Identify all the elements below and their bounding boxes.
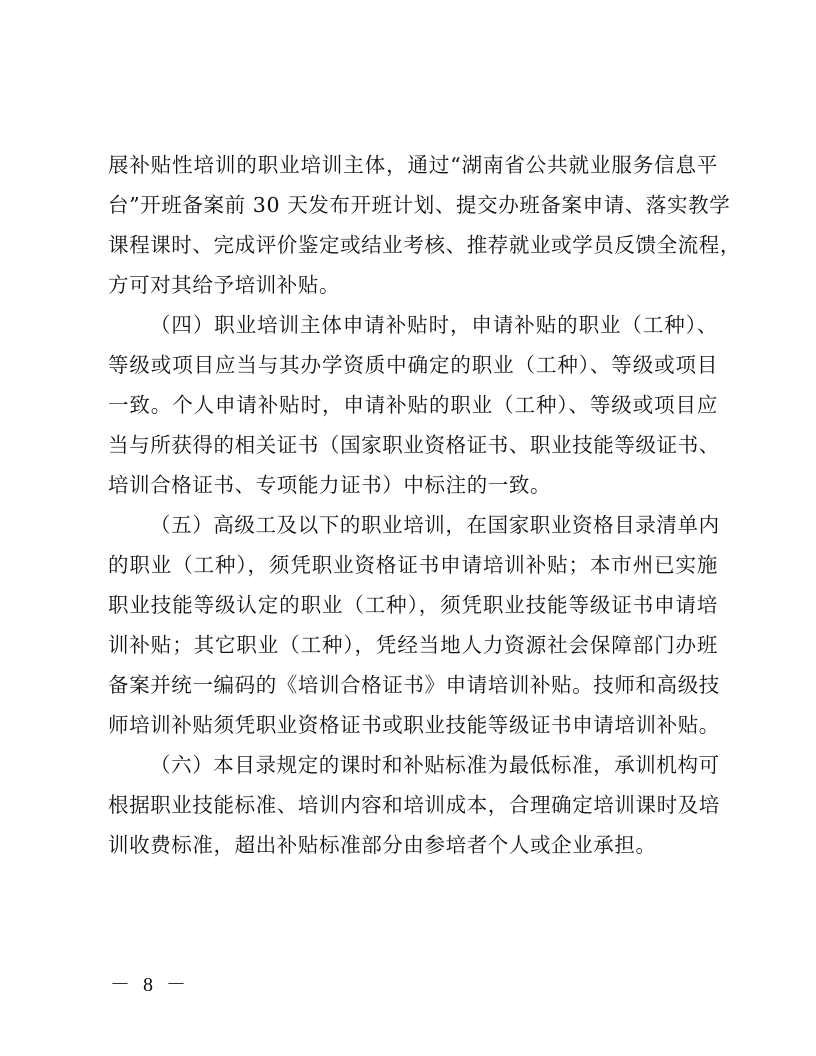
text-line: 训补贴；其它职业（工种），凭经当地人力资源社会保障部门办班 [108,633,718,657]
text-line: 训收费标准，超出补贴标准部分由参培者个人或企业承担。 [108,833,657,857]
paragraph-item-4 [108,305,718,505]
text-line: 备案并统一编码的《培训合格证书》申请培训补贴。技师和高级技 [108,673,720,697]
text-line: 方可对其给予培训补贴。 [108,273,341,297]
paragraph-continuation [108,145,741,305]
text-line: 展补贴性培训的职业培训主体，通过“湖南省公共就业服务信息平 [108,153,718,177]
text-line: （六）本目录规定的课时和补贴标准为最低标准，承训机构可 [150,753,720,777]
text-line: 课程课时、完成评价鉴定或结业考核、推荐就业或学员反馈全流程， [108,233,741,257]
text-line: 的职业（工种），须凭职业资格证书申请培训补贴；本市州已实施 [108,553,718,577]
text-line: （四）职业培训主体申请补贴时，申请补贴的职业（工种）、 [150,313,718,337]
text-line: 等级或项目应当与其办学资质中确定的职业（工种）、等级或项目 [108,353,718,377]
text-line: 当与所获得的相关证书（国家职业资格证书、职业技能等级证书、 [108,433,720,457]
text-line: 培训合格证书、专项能力证书）中标注的一致。 [108,473,552,497]
text-line: 一致。个人申请补贴时，申请补贴的职业（工种）、等级或项目应 [108,393,718,417]
page-number: － 8 － [110,974,190,996]
document-body [108,145,741,865]
text-line: 根据职业技能标准、培训内容和培训成本，合理确定培训课时及培 [108,793,720,817]
text-line: （五）高级工及以下的职业培训，在国家职业资格目录清单内 [150,513,720,537]
text-line: 师培训补贴须凭职业资格证书或职业技能等级证书申请培训补贴。 [108,713,720,737]
paragraph-item-5 [108,505,718,745]
paragraph-item-6 [108,745,718,865]
text-line: 职业技能等级认定的职业（工种），须凭职业技能等级证书申请培 [108,593,718,617]
text-line: 台”开班备案前 30 天发布开班计划、提交办班备案申请、落实教学 [108,193,731,217]
